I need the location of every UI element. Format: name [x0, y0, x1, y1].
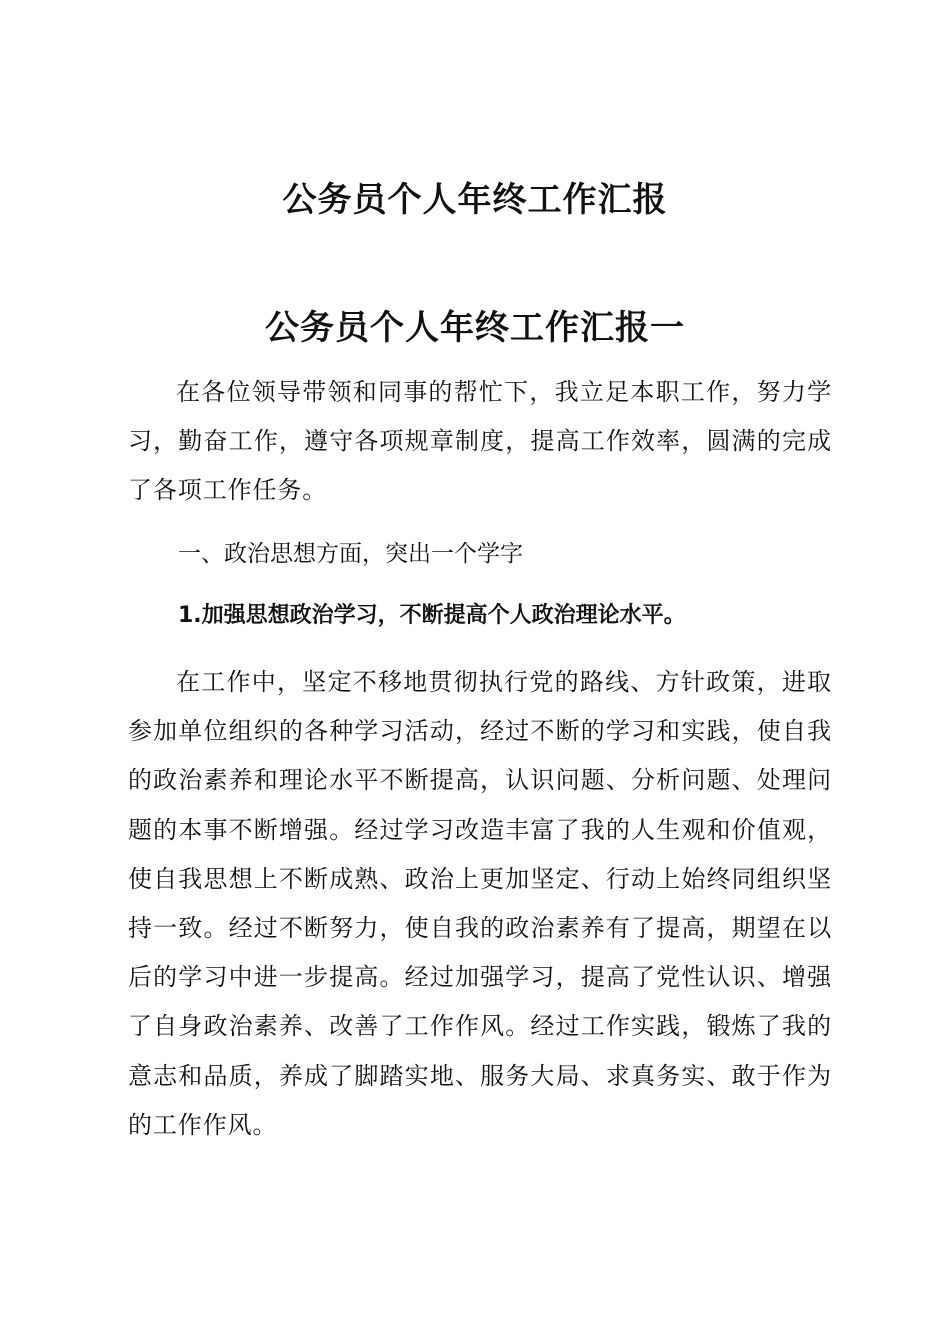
- intro-paragraph: 在各位领导带领和同事的帮忙下，我立足本职工作，努力学习，勤奋工作，遵守各项规章制度，提高工作效率，圆满的完成了各项工作任务。: [128, 378, 832, 505]
- section-heading: 一、政治思想方面，突出一个学字: [178, 541, 523, 567]
- point-heading: 1.加强思想政治学习，不断提高个人政治理论水平。: [178, 603, 686, 628]
- document-title: 公务员个人年终工作汇报: [282, 180, 668, 220]
- document-subtitle: 公务员个人年终工作汇报一: [265, 308, 685, 348]
- body-paragraph: 在工作中，坚定不移地贯彻执行党的路线、方针政策，进取参加单位组织的各种学习活动，经过不断的学习和实践，使自我的政治素养和理论水平不断提高，认识问题、分析问题、处理问题的本事不断增强。经过学习改造丰富了我的人生观和价值观，使自我思想上不断成熟、政治上更加坚定、行动上始终同组织坚持一致。经过不断努力，使自我的政治素养有了提高，期望在以后的学习中进一步提高。经过加强学习，提高了党性认识、增强了自身政治素养、改善了工作作风。经过工作实践，锻炼了我的意志和品质，养成了脚踏实地、服务大局、求真务实、敢于作为的工作作风。: [128, 668, 832, 1139]
